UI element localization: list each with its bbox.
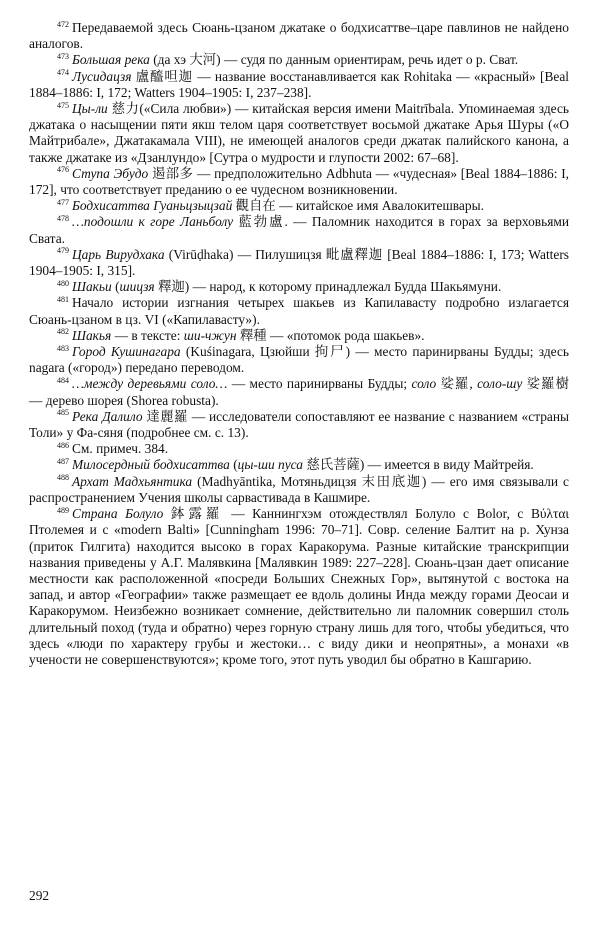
footnote-text: 觀自在 — китайское имя Авалокитешвары. [232,198,484,214]
italic-term: соло-шу [477,376,523,392]
italic-term: Архат Мадхьянтика [72,473,193,489]
footnote-text: Передаваемой здесь Сюань-цзаном джатаке о бодхисаттве–царе павлинов не найдено аналогов. [29,20,569,52]
footnote-481 [29,295,569,327]
footnote-472 [29,20,569,52]
footnote-483 [29,344,569,376]
footnote-number: 480 [57,278,69,288]
footnote-text: — в тексте: [111,327,184,343]
footnote-number: 487 [57,457,69,467]
footnote-number: 488 [57,473,69,483]
footnote-485 [29,409,569,441]
footnotes-block [29,20,569,668]
italic-term: Царь Вирудхака [72,246,165,262]
footnote-text: ( [111,279,120,295]
footnote-text: 娑羅樹 — дерево шорея (Shorea robusta). [29,376,569,408]
italic-term: Река Далило [72,408,143,424]
footnote-text: 盧醯呾迦 — название восстанавливается как Rohitaka — «красный» [Beal 1884–1886: I, 172; Watters 1904–1905: I, 237–238]. [29,68,569,100]
footnote-text: (Madhyāntika, Мотяньдицзя 末田底迦) — его имя связывали с распространением Учения школы сарвастивада в Кашмире. [29,473,569,505]
footnote-number: 484 [57,376,69,385]
footnote-text: 達麗羅 — исследователи сопоставляют ее название с названием «страны Толи» у Фа-сяня (подробнее см. с. 13). [29,408,570,441]
footnote-number: 479 [57,246,69,256]
italic-term: шицзя [119,279,155,295]
footnote-text: (да хэ 大河) — судя по данным ориентирам, речь идет о р. Сват. [149,52,519,68]
footnote-text: 釋種 — «потомок рода шакьев». [236,327,425,343]
footnote-479 [29,247,569,279]
footnote-number: 481 [57,294,69,304]
italic-term: Бодхисаттва Гуаньцзыцзай [72,198,233,214]
italic-term: Большая река [72,52,150,68]
footnote-478 [29,214,569,246]
footnote-484 [29,376,569,408]
footnote-text: 釋迦) — народ, к которому принадлежал Будда Шакьямуни. [154,279,502,295]
italic-term: Страна Болуло [72,506,164,522]
footnote-480 [29,279,569,295]
footnote-text: (Kuśinagara, Цзюйши 拘尸) — место паринирваны Будды; здесь nagara («город») передано переводом. [29,344,569,376]
footnote-number: 474 [57,68,69,78]
footnote-477 [29,198,569,214]
footnote-number: 483 [57,343,69,353]
italic-term: Лусидацзя [72,68,132,84]
footnote-text: 慈力(«Сила любви») — китайская версия имени Maitrībala. Упоминаемая здесь джатака о насыщении пяти якш телом царя соответствует восьмой джатаке Арья Шуры («О Майтрибале», Джатакамала VIII), не имеющей аналогов среди джатак палийского канона, а также джатаке из «Дзанлундо» [Сутра о мудрости и глупости 2002: 67–68]. [29,101,569,165]
italic-term: Шакьи [72,279,112,295]
footnote-text: 鉢露羅 — Каннингхэм отождествлял Болуло с Bolor, с Βύλται Птолемея и с «modern Balti» [Cunningham 1996: 70–71]. Совр. селение Балтит на р. Хунза (приток Гилгита) находится высоко в горах Каракорума. Разные китайские транскрипции названия приведены у А.Г. Малявкина [Малявкин 1989: 227–228]. Сюань-цзан дает описание местности как расположенной «посреди Больших Снежных Гор», вытянутой с востока на запад, и автор «Географии» также размещает ее вдоль долины Инда между горами Деосаи и Каракорумом. Неизбежно возникает сомнение, действительно ли паломник совершил столь длительный поход (туда и обратно) через горную страну лишь для того, чтобы убедиться, что здесь «люди по характеру грубы и жестоки… с виду дики и неопрятны», а монахи «в учености не совершенствуются»; кроме того, этот путь уводил бы обратно в Кашгарию. [29,506,569,667]
footnote-text: 藍勃盧. — Паломник находится в горах за верховьями Свата. [29,214,570,246]
italic-term: Шакья [72,327,112,343]
footnote-number: 489 [57,505,69,515]
italic-term: …подошли к горе Ланьболу [72,214,234,230]
footnote-text: 遏部多 — предположительно Adbhuta — «чудесная» [Beal 1884–1886: I, 172], что соответствует преданию о ее чудесном возникновении. [29,165,569,198]
footnote-486 [29,441,569,457]
italic-term: Ступа Эбудо [72,165,149,181]
italic-term: ши-чжун [183,327,237,343]
footnote-488 [29,474,569,506]
footnote-number: 476 [57,165,69,175]
footnote-474 [29,69,569,101]
footnote-489 [29,506,569,668]
footnote-number: 472 [57,19,69,29]
italic-term: цы-ши пуса [237,457,303,473]
footnote-482 [29,328,569,344]
footnote-number: 486 [57,440,69,450]
footnote-number: 477 [57,197,69,207]
italic-term: Цы-ли [72,101,108,117]
footnote-text: 慈氏菩薩) — имеется в виду Майтрейя. [302,457,534,473]
footnote-number: 485 [57,408,69,418]
italic-term: Город Кушинагара [72,344,181,360]
italic-term: соло [411,376,437,392]
footnote-number: 473 [57,51,69,61]
footnote-number: 478 [57,213,69,223]
footnote-text: Начало истории изгнания четырех шакьев из Капилавасту подробно излагается Сюань-цзаном в цз. VI («Капилавасту»). [29,295,569,327]
footnote-text: ( [229,457,238,473]
footnote-475 [29,101,569,166]
footnote-text: См. примеч. 384. [72,441,169,457]
footnote-473 [29,52,569,68]
footnote-487 [29,457,569,473]
footnote-text: 娑羅, [436,376,478,392]
footnote-text: (Virūḍhaka) — Пилушицзя 毗盧釋迦 [Beal 1884–1886: I, 173; Watters 1904–1905: I, 315]. [29,246,570,279]
page-number: 292 [29,888,50,903]
footnote-476 [29,166,569,198]
footnote-number: 475 [57,100,69,110]
italic-term: …между деревьями соло… [72,376,228,392]
italic-term: Милосердный бодхисаттва [72,457,230,473]
footnote-number: 482 [57,327,69,337]
footnote-text: — место паринирваны Будды; [227,376,412,392]
